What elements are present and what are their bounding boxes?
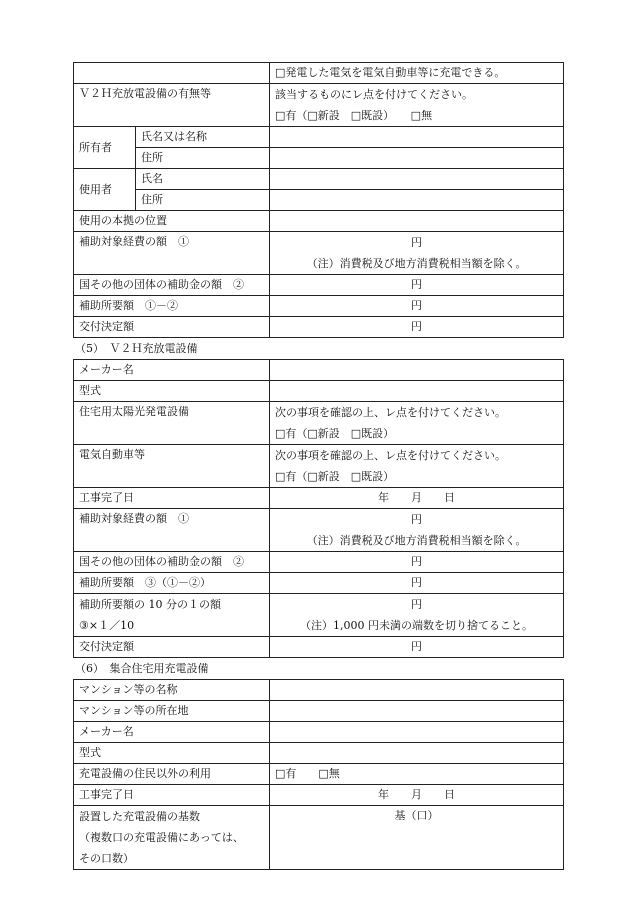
cost-note: （注）消費税及び地方消費税相当額を除く。: [306, 534, 527, 547]
mansion-location-field[interactable]: [270, 701, 564, 722]
tenth-amount-label: [74, 594, 270, 637]
table-row: [74, 594, 564, 637]
decision-amount-label: 交付決定額: [74, 637, 270, 658]
solar-label: 住宅用太陽光発電設備: [74, 402, 270, 445]
model-field[interactable]: [270, 743, 564, 764]
section-6-table: [73, 679, 564, 870]
table-row: [74, 232, 564, 275]
section-5-title: （5） Ｖ２Ｈ充放電設備: [75, 342, 198, 355]
table-row: [74, 381, 564, 402]
charger-count-label: [74, 806, 270, 870]
user-label: 使用者: [74, 169, 136, 211]
solar-field[interactable]: [270, 402, 564, 445]
table-row: [74, 445, 564, 488]
other-subsidy-label: 国その他の団体の補助金の額 ②: [74, 552, 270, 573]
table-row: [74, 84, 564, 127]
tenth-amount-label-line1: 補助所要額の 10 分の１の額: [79, 598, 221, 611]
ev-label: 電気自動車等: [74, 445, 270, 488]
table-row: [74, 573, 564, 594]
location-field[interactable]: [270, 211, 564, 232]
owner-label: 所有者: [74, 127, 136, 169]
model-field[interactable]: [270, 381, 564, 402]
table-row: [74, 148, 564, 169]
ev-note: 次の事項を確認の上、レ点を付けてください。: [275, 449, 506, 462]
required-amount-label: 補助所要額 ①－②: [74, 296, 270, 317]
non-resident-use-label: 充電設備の住民以外の利用: [74, 764, 270, 785]
tenth-amount-unit: 円: [411, 598, 422, 611]
table-row: [74, 360, 564, 381]
tenth-amount-label-line2: ③×１／10: [79, 619, 135, 632]
decision-amount-field[interactable]: 円: [270, 637, 564, 658]
other-subsidy-label: 国その他の団体の補助金の額 ②: [74, 275, 270, 296]
model-label: 型式: [74, 743, 270, 764]
table-row: [74, 722, 564, 743]
table-row: [74, 701, 564, 722]
decision-amount-field[interactable]: 円: [270, 317, 564, 338]
table-row: [74, 637, 564, 658]
v2h-continuation-table: [73, 62, 564, 338]
table-row: [74, 552, 564, 573]
table-row: [74, 509, 564, 552]
completion-label: 工事完了日: [74, 488, 270, 509]
table-row: [74, 806, 564, 870]
ev-field[interactable]: [270, 445, 564, 488]
table-row: [74, 296, 564, 317]
solar-note: 次の事項を確認の上、レ点を付けてください。: [275, 406, 506, 419]
v2h-presence-options[interactable]: □有（□新設 □既設） □無: [275, 109, 433, 122]
other-subsidy-field[interactable]: 円: [270, 552, 564, 573]
completion-field[interactable]: 年 月 日: [270, 785, 564, 806]
table-row: [74, 743, 564, 764]
owner-address-label: 住所: [136, 148, 270, 169]
section-5-table: [73, 359, 564, 658]
other-subsidy-field[interactable]: 円: [270, 275, 564, 296]
required-amount-label: 補助所要額 ③（①－②）: [74, 573, 270, 594]
v2h-presence-field[interactable]: [270, 84, 564, 127]
maker-field[interactable]: [270, 722, 564, 743]
charge-capability-checkbox[interactable]: □発電した電気を電気自動車等に充電できる。: [270, 63, 564, 84]
user-name-field[interactable]: [270, 169, 564, 190]
ev-options[interactable]: □有（□新設 □既設）: [275, 470, 395, 483]
tenth-amount-note: （注）1,000 円未満の端数を切り捨てること。: [300, 619, 533, 632]
v2h-presence-note: 該当するものにレ点を付けてください。: [275, 88, 473, 101]
cost-note: （注）消費税及び地方消費税相当額を除く。: [306, 257, 527, 270]
model-label: 型式: [74, 381, 270, 402]
cost-label: 補助対象経費の額 ①: [74, 509, 270, 552]
required-amount-field[interactable]: 円: [270, 573, 564, 594]
table-row: [74, 402, 564, 445]
blank-cell: [74, 63, 270, 84]
section-6-title: （6） 集合住宅用充電設備: [75, 662, 209, 675]
location-label: 使用の本拠の位置: [74, 211, 270, 232]
completion-field[interactable]: 年 月 日: [270, 488, 564, 509]
charger-count-label-line2: （複数口の充電設備にあっては、: [79, 831, 244, 844]
maker-label: メーカー名: [74, 722, 270, 743]
mansion-location-label: マンション等の所在地: [74, 701, 270, 722]
required-amount-field[interactable]: 円: [270, 296, 564, 317]
charger-count-field[interactable]: 基（口）: [270, 806, 564, 870]
v2h-presence-label: Ｖ２Ｈ充放電設備の有無等: [74, 84, 270, 127]
solar-options[interactable]: □有（□新設 □既設）: [275, 427, 395, 440]
table-row: [74, 190, 564, 211]
owner-name-label: 氏名又は名称: [136, 127, 270, 148]
maker-label: メーカー名: [74, 360, 270, 381]
charger-count-label-line3: その口数）: [79, 852, 134, 865]
completion-label: 工事完了日: [74, 785, 270, 806]
table-row: [74, 680, 564, 701]
cost-field[interactable]: [270, 232, 564, 275]
table-row: [74, 317, 564, 338]
table-row: [74, 275, 564, 296]
cost-label: 補助対象経費の額 ①: [74, 232, 270, 275]
owner-address-field[interactable]: [270, 148, 564, 169]
mansion-name-label: マンション等の名称: [74, 680, 270, 701]
table-row: [74, 127, 564, 148]
table-row: [74, 764, 564, 785]
cost-unit: 円: [411, 513, 422, 526]
table-row: [74, 63, 564, 84]
user-address-label: 住所: [136, 190, 270, 211]
table-row: [74, 169, 564, 190]
tenth-amount-field[interactable]: [270, 594, 564, 637]
owner-name-field[interactable]: [270, 127, 564, 148]
non-resident-use-options[interactable]: □有 □無: [270, 764, 564, 785]
maker-field[interactable]: [270, 360, 564, 381]
user-address-field[interactable]: [270, 190, 564, 211]
table-row: [74, 785, 564, 806]
cost-field[interactable]: [270, 509, 564, 552]
table-row: [74, 211, 564, 232]
subsidy-application-form: [73, 62, 563, 870]
decision-amount-label: 交付決定額: [74, 317, 270, 338]
mansion-name-field[interactable]: [270, 680, 564, 701]
cost-unit: 円: [411, 236, 422, 249]
user-name-label: 氏名: [136, 169, 270, 190]
charger-count-label-line1: 設置した充電設備の基数: [79, 810, 200, 823]
table-row: [74, 488, 564, 509]
